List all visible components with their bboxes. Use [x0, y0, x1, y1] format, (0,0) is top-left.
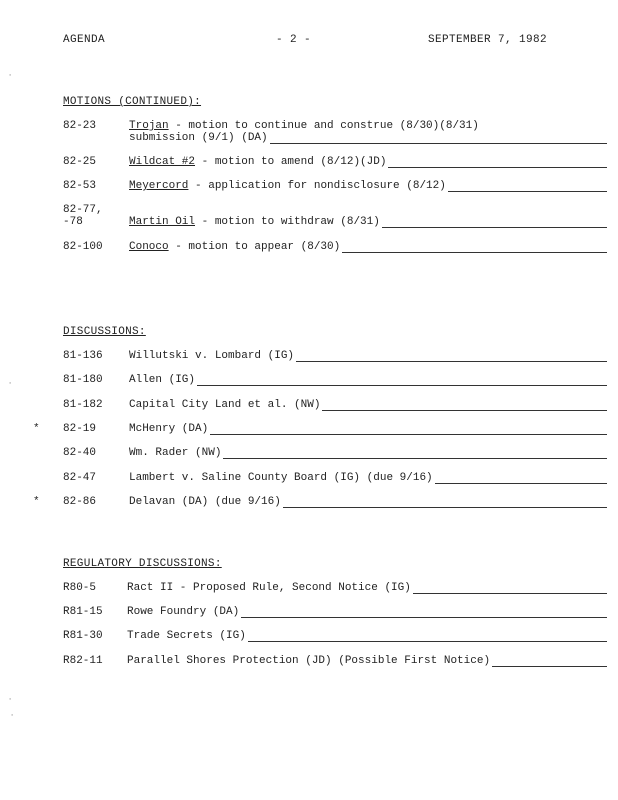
- motion-code: 82-53: [63, 180, 97, 192]
- motion-name: Trojan: [129, 120, 169, 132]
- blank-rule: [492, 656, 607, 667]
- scan-speck: ·: [10, 712, 15, 720]
- blank-rule: [210, 424, 607, 435]
- header-date: SEPTEMBER 7, 1982: [428, 34, 548, 46]
- discussion-line: [129, 350, 607, 362]
- motion-line: [129, 132, 607, 144]
- blank-rule: [388, 157, 607, 168]
- regulatory-line: [127, 606, 607, 618]
- motion-code: 82-25: [63, 156, 97, 168]
- motion-description: - motion to continue and construe (8/30)(8/31): [168, 120, 479, 132]
- discussion-text: Willutski v. Lombard (IG): [129, 350, 295, 362]
- scan-speck: ·: [8, 380, 13, 388]
- motions-heading: MOTIONS (CONTINUED):: [63, 96, 202, 108]
- discussion-line: [129, 423, 607, 435]
- regulatory-code: R80-5: [63, 582, 97, 594]
- scan-speck: ·: [8, 72, 13, 80]
- blank-rule: [435, 473, 607, 484]
- motion-name: Meyercord: [129, 180, 189, 192]
- motion-line: [129, 241, 607, 253]
- priority-asterisk: *: [33, 423, 40, 435]
- motion-code: 82-77,: [63, 204, 103, 216]
- discussion-code: 82-19: [63, 423, 97, 435]
- regulatory-heading: REGULATORY DISCUSSIONS:: [63, 558, 222, 570]
- discussion-code: 81-136: [63, 350, 103, 362]
- regulatory-code: R81-30: [63, 630, 103, 642]
- motion-line: [129, 180, 607, 192]
- motion-code: 82-100: [63, 241, 103, 253]
- discussion-text: Delavan (DA) (due 9/16): [129, 496, 281, 508]
- regulatory-text: Trade Secrets (IG): [127, 630, 246, 642]
- discussion-code: 81-182: [63, 399, 103, 411]
- regulatory-text: Parallel Shores Protection (JD) (Possible First Notice): [127, 655, 491, 667]
- motion-line: [129, 216, 607, 228]
- regulatory-code: R81-15: [63, 606, 103, 618]
- discussion-line: [129, 472, 607, 484]
- blank-rule: [270, 133, 607, 144]
- motion-code-cont: -78: [63, 216, 83, 228]
- discussion-code: 81-180: [63, 374, 103, 386]
- scan-speck: ·: [8, 696, 13, 704]
- blank-rule: [241, 607, 607, 618]
- regulatory-code: R82-11: [63, 655, 103, 667]
- regulatory-line: [127, 630, 607, 642]
- motion-name: Martin Oil: [129, 216, 196, 228]
- blank-rule: [296, 351, 607, 362]
- header-left: AGENDA: [63, 34, 106, 46]
- blank-rule: [197, 375, 607, 386]
- motion-description: - motion to withdraw (8/31): [195, 216, 380, 228]
- blank-rule: [413, 583, 607, 594]
- motion-code: 82-23: [63, 120, 97, 132]
- blank-rule: [248, 631, 607, 642]
- blank-rule: [322, 400, 607, 411]
- discussion-line: [129, 496, 607, 508]
- discussion-text: Capital City Land et al. (NW): [129, 399, 321, 411]
- motion-name: Wildcat #2: [129, 156, 196, 168]
- regulatory-text: Ract II - Proposed Rule, Second Notice (IG): [127, 582, 411, 594]
- blank-rule: [283, 497, 607, 508]
- blank-rule: [342, 242, 607, 253]
- blank-rule: [382, 217, 607, 228]
- page-number: - 2 -: [276, 34, 312, 46]
- discussion-code: 82-47: [63, 472, 97, 484]
- discussion-text: Wm. Rader (NW): [129, 447, 222, 459]
- priority-asterisk: *: [33, 496, 40, 508]
- motion-description-cont: submission (9/1) (DA): [129, 132, 268, 144]
- regulatory-line: [127, 655, 607, 667]
- discussion-code: 82-40: [63, 447, 97, 459]
- motion-description: - motion to amend (8/12)(JD): [195, 156, 387, 168]
- regulatory-text: Rowe Foundry (DA): [127, 606, 240, 618]
- discussion-line: [129, 447, 607, 459]
- discussion-text: Allen (IG): [129, 374, 196, 386]
- motion-description: - motion to appear (8/30): [168, 241, 341, 253]
- discussion-line: [129, 399, 607, 411]
- discussion-text: McHenry (DA): [129, 423, 209, 435]
- motion-description: - application for nondisclosure (8/12): [188, 180, 446, 192]
- discussions-heading: DISCUSSIONS:: [63, 326, 146, 338]
- discussion-line: [129, 374, 607, 386]
- blank-rule: [223, 448, 607, 459]
- blank-rule: [448, 181, 607, 192]
- motion-name: Conoco: [129, 241, 169, 253]
- motion-line: [129, 156, 607, 168]
- regulatory-line: [127, 582, 607, 594]
- motion-title: [129, 120, 479, 132]
- discussion-code: 82-86: [63, 496, 97, 508]
- discussion-text: Lambert v. Saline County Board (IG) (due 9/16): [129, 472, 433, 484]
